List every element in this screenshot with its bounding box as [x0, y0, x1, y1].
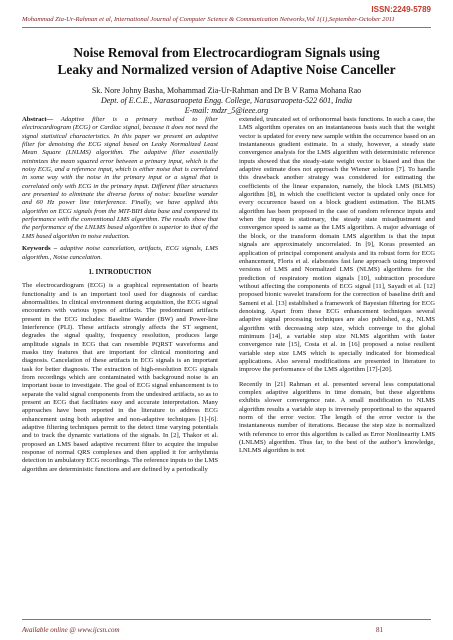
- journal-header: Mohammad Zia-Ur-Rahman et al, International Journal of Computer Science & Communication Networks,Vol 1(1),September-October 2011: [22, 16, 395, 23]
- author-affiliation: Dept. of E.C.E., Narasaraopeta Engg. College, Narasaraopeta-522 601, India: [100, 96, 353, 105]
- section-heading-introduction: 1. INTRODUCTION: [88, 267, 152, 276]
- title-line-2: Leaky and Normalized version of Adaptive Noise Canceller: [57, 62, 396, 77]
- right-column: [239, 116, 435, 460]
- right-paragraph-2: Recently in [21] Rahman et al. presented several less computational complex adaptive algorithms in time domain, but these algorithms exhibits slower convergence rate. A small modification to NLMS algorithm results a variable step is inversely proportional to the squared norm of the error vector. The length of the error vector is the instantaneous number of iterations. Because the step size is normalized with reference to error this algorithm is called as Error Nonlinearity LMS (LNLMS) algorithm. Thus far, to the best of the author’s knowledge, LNLMS algorithm is not: [239, 380, 435, 455]
- author-block: [22, 86, 431, 116]
- right-paragraph-1: extended, truncated set of orthonormal basis functions. In such a case, the LMS algorithm operates on an instantaneous basis such that the weight vector is updated for every new sample within the occurrence based on an instantaneous gradient estimate. In a study, however, a steady state convergence analysis for the LMS algorithm with deterministic reference inputs showed that the steady-state weight vector is biased and thus the adaptive estimate does not approach the Wiener solution [7]. To handle this drawback another strategy was considered for estimating the coefficients of the linear expansion, namely, the block LMS (BLMS) algorithm [8], in which the coefficient vector is updated only once for every occurrence based on a block gradient estimation. The BLMS algorithm has been proposed in the case of random reference inputs and when the input is stationary, the steady state misadjustment and convergence speed is same as the LMS algorithm. A major advantage of the block, or the transform domain LMS algorithm is that the input signals are approximately uncorrelated. In [9], Koras presented an application of principal component analysis and its robust form for ECG enhancement, Floris et al. elaborates fast lane approach using improved versions of LMS and Normalized LMS (NLMS) algorithms for the prediction of respiratory motion signals [10], subtraction procedure without affecting the components of ECG signal [11], Sayadi et al. [12] proposed bionic wavelet transform for the correction of baseline drift and Sameni et al. [13] established a framework of Bayesian filtering for ECG denoising. Apart from these ECG enhancement techniques several adaptive signal processing techniques are also published, e.g., NLMS algorithm with decreasing step size, which converge to the global minimum [14], a variable step size NLMS algorithm with faster convergence rate [15], Costa et al. in [16] proposed a noise resilient variable step size LMS which is specially indicated for biomedical applications. Also several modifications are presented in literature to improve the performance of the LMS algorithm [17]-[20].: [239, 116, 435, 374]
- author-email: E-mail: mdzr_5@ieee.org: [184, 106, 269, 115]
- footer-rule: [22, 619, 431, 620]
- left-column: [22, 116, 218, 478]
- author-names: Sk. Nore Johny Basha, Mohammad Zia-Ur-Rahman and Dr B V Rama Mohana Rao: [91, 86, 362, 95]
- keywords: [22, 245, 218, 262]
- page-number: 81: [376, 626, 383, 634]
- keywords-label: Keywords –: [22, 245, 58, 253]
- header-rule: [22, 27, 431, 28]
- abstract-text: Adaptive filter is a primary method to filter electrocardiogram (ECG) or Cardiac signal, because it does not need the signal statistical characteristics. In this paper we present an adaptive filter for denoising the ECG signal based on Leaky Normalized Least Mean Square (LNLMS) algorithm. The adaptive filter essentially minimizes the mean squared error between a primary input, which is the noisy ECG, and a reference input, which is either noise that is correlated in some way with the noise in the primary input or a signal that is correlated only with ECG in the primary input. Different filter structures are presented to eliminate the diverse forms of noise: baseline wander and 60 Hz power line interference. Finally, we have applied this algorithm on ECG signals from the MIT-BIH data base and compared its performance with the conventional LMS algorithm. The results show that the performance of the LNLMS based algorithm is superior to that of the LMS based algorithm in noise reduction.: [22, 116, 218, 240]
- footer-availability: Available online @ www.ijcsn.com: [22, 626, 120, 634]
- title-line-1: Noise Removal from Electrocardiogram Signals using: [73, 45, 380, 60]
- paper-title: [22, 44, 431, 78]
- keywords-text: adaptive noise cancelation, artifacts, ECG signals, LMS algorithm., Noise cancelation.: [22, 245, 218, 261]
- abstract-label: Abstract—: [22, 116, 54, 123]
- issn-label: ISSN:2249-5789: [371, 5, 431, 14]
- abstract: [22, 116, 218, 241]
- intro-paragraph: The electrocardiogram (ECG) is a graphical representation of hearts functionality and is an important tool used for diagnosis of cardiac abnormalities. In clinical environment during acquisition, the ECG signal encounters with various types of artifacts. The predominant artifacts present in the ECG includes: Baseline Wander (BW) and Power-line Interference (PLI). These artifacts strongly affects the ST segment, degrades the signal quality, frequency resolution, produces large amplitude signals in ECG that can resemble PQRST waveforms and masks tiny features that are important for clinical monitoring and diagnosis. Cancelation of these artifacts in ECG signals is an important task for better diagnosis. The extraction of high-resolution ECG signals from recordings which are contaminated with background noise is an important issue to investigate. The goal of ECG signal enhancement is to separate the valid signal components from the undesired artifacts, so as to present an ECG that facilitates easy and accurate interpretation. Many approaches have been reported in the literature to address ECG enhancement using both adaptive and non-adaptive techniques [1]-[6]. adaptive filtering techniques permit to the detect time varying potentials and to track the dynamic variations of the signals. In [2], Thakor et al. proposed an LMS based adaptive recurrent filter to acquire the impulse response of normal QRS complexes and then applied it for arrhythmia detection in ambulatory ECG recordings. The reference inputs to the LMS algorithm are deterministic functions and are defined by a periodically: [22, 282, 218, 473]
